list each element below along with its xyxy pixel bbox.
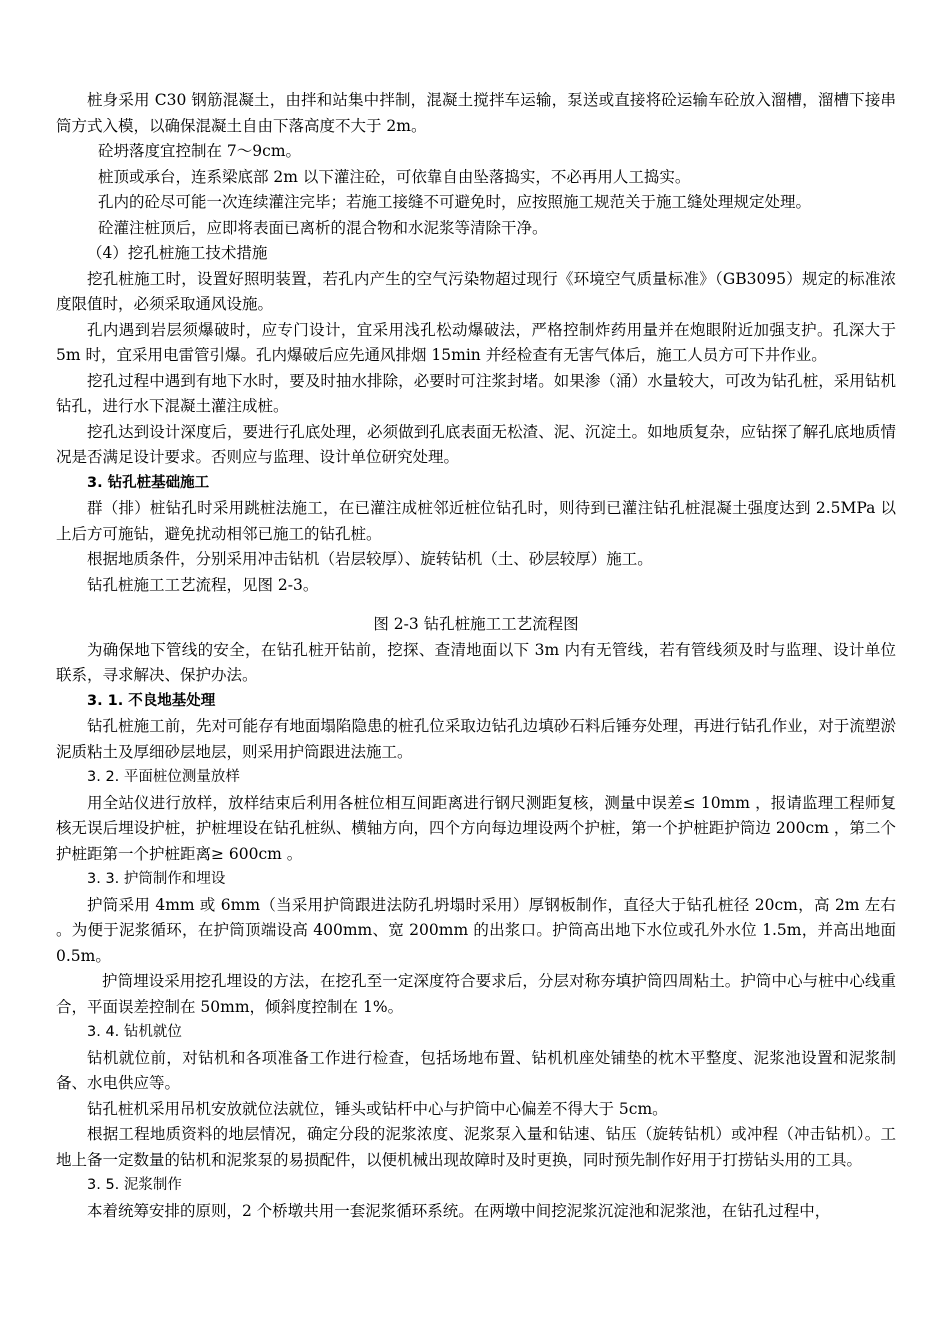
paragraph-skip-pile-method: 群（排）桩钻孔时采用跳桩法施工，在已灌注成桩邻近桩位钻孔时，则待到已灌注钻孔桩混凝土强度达到 2.5MPa 以上后方可施钻，避免扰动相邻已施工的钻孔桩。 [56, 499, 896, 543]
paragraph-concrete-pouring: 桩身采用 C30 钢筋混凝土，由拌和站集中拌制，混凝土搅拌车运输，泵送或直接将砼运输车砼放入溜槽，溜槽下接串筒方式入模，以确保混凝土自由下落高度不大于 2m。 [56, 91, 896, 135]
heading-rig-positioning: 3. 4. 钻机就位 [87, 1024, 182, 1040]
heading-casing: 3. 3. 护筒制作和埋设 [87, 871, 226, 887]
paragraph-casing-fabrication: 护筒采用 4mm 或 6mm（当采用护筒跟进法防孔坍塌时采用）厚钢板制作，直径大于钻孔桩径 20cm，高 2m 左右 。为便于泥浆循环，在护筒顶端设高 400mm、宽 200mm 的出浆口。护筒高出地下水位或孔外水位 1.5m，并高出地面 0.5m。 [56, 895, 896, 965]
paragraph-blasting: 孔内遇到岩层须爆破时，应专门设计，宜采用浅孔松动爆破法，严格控制炸药用量并在炮眼附近加强支护。孔深大于 5m 时，宜采用电雷管引爆。孔内爆破后应先通风排烟 15min 并经检查有无害气体后，施工人员方可下井作业。 [56, 320, 896, 364]
paragraph-pile-top: 桩顶或承台，连系梁底部 2m 以下灌注砼，可依靠自由坠落捣实，不必再用人工捣实。 [98, 167, 691, 186]
heading-dug-pile-measures: （4）挖孔桩施工技术措施 [87, 244, 268, 262]
heading-mud-preparation: 3. 5. 泥浆制作 [87, 1177, 182, 1193]
paragraph-survey-layout: 用全站仪进行放样，放样结束后利用各桩位相互间距离进行钢尺测距复核，测量中误差≤ 10mm ，报请监理工程师复核无误后埋设护桩，护桩埋设在钻孔桩纵、横轴方向，四个方向每边埋设两个护桩，第一个护桩距护筒边 200cm ，第二个护桩距第一个护桩距离≥ 600cm 。 [56, 793, 896, 863]
paragraph-mud-parameters: 根据工程地质资料的地层情况，确定分段的泥浆浓度、泥浆泵入量和钻速、钻压（旋转钻机）或冲程（冲击钻机）。工地上备一定数量的钻机和泥浆泵的易损配件，以便机械出现故障时及时更换，同时预先制作好用于打捞钻头用的工具。 [56, 1125, 896, 1169]
paragraph-hole-bottom: 挖孔达到设计深度后，要进行孔底处理，必须做到孔底表面无松渣、泥、沉淀土。如地质复杂，应钻探了解孔底地质情况是否满足设计要求。否则应与监理、设计单位研究处理。 [56, 422, 896, 466]
paragraph-flow-reference: 钻孔桩施工工艺流程，见图 2-3。 [87, 575, 319, 594]
document-page [56, 88, 896, 1224]
heading-bored-pile-foundation: 3. 钻孔桩基础施工 [87, 474, 210, 491]
paragraph-pipeline-safety: 为确保地下管线的安全，在钻孔桩开钻前，挖探、查清地面以下 3m 内有无管线，若有管线须及时与监理、设计单位联系，寻求解决、保护办法。 [56, 640, 896, 684]
paragraph-surface-cleaning: 砼灌注桩顶后，应即将表面已离析的混合物和水泥浆等清除干净。 [98, 218, 548, 237]
figure-gap [56, 598, 896, 612]
figure-caption: 图 2-3 钻孔桩施工工艺流程图 [373, 615, 579, 633]
paragraph-poor-foundation: 钻孔桩施工前，先对可能存有地面塌陷隐患的桩孔位采取边钻孔边填砂石料后锤夯处理，再进行钻孔作业，对于流塑淤泥质粘土及厚细砂层地层，则采用护筒跟进法施工。 [56, 717, 896, 761]
heading-poor-foundation: 3. 1. 不良地基处理 [87, 692, 216, 709]
heading-survey-layout: 3. 2. 平面桩位测量放样 [87, 769, 240, 785]
paragraph-casing-embedding: 护筒埋设采用挖孔埋设的方法，在挖孔至一定深度符合要求后，分层对称夯填护筒四周粘土。护筒中心与桩中心线重合，平面误差控制在 50mm，倾斜度控制在 1%。 [56, 972, 896, 1016]
paragraph-continuous-pour: 孔内的砼尽可能一次连续灌注完毕；若施工接缝不可避免时，应按照施工规范关于施工缝处理规定处理。 [98, 193, 812, 211]
paragraph-rig-crane: 钻孔桩机采用吊机安放就位法就位，锤头或钻杆中心与护筒中心偏差不得大于 5cm。 [87, 1099, 668, 1118]
paragraph-rig-inspection: 钻机就位前，对钻机和各项准备工作进行检查，包括场地布置、钻机机座处铺垫的枕木平整度、泥浆池设置和泥浆制备、水电供应等。 [56, 1048, 896, 1092]
paragraph-mud-system: 本着统筹安排的原则，2 个桥墩共用一套泥浆循环系统。在两墩中间挖泥浆沉淀池和泥浆池，在钻孔过程中， [87, 1201, 831, 1220]
paragraph-rig-selection: 根据地质条件，分别采用冲击钻机（岩层较厚）、旋转钻机（土、砂层较厚）施工。 [87, 550, 653, 568]
paragraph-slump: 砼坍落度宜控制在 7～9cm。 [98, 142, 302, 160]
paragraph-lighting-ventilation: 挖孔桩施工时，设置好照明装置，若孔内产生的空气污染物超过现行《环境空气质量标准》（GB3095）规定的标准浓度限值时，必须采取通风设施。 [56, 269, 896, 313]
paragraph-groundwater: 挖孔过程中遇到有地下水时，要及时抽水排除，必要时可注浆封堵。如果渗（涌）水量较大，可改为钻孔桩，采用钻机钻孔，进行水下混凝土灌注成桩。 [56, 371, 896, 415]
